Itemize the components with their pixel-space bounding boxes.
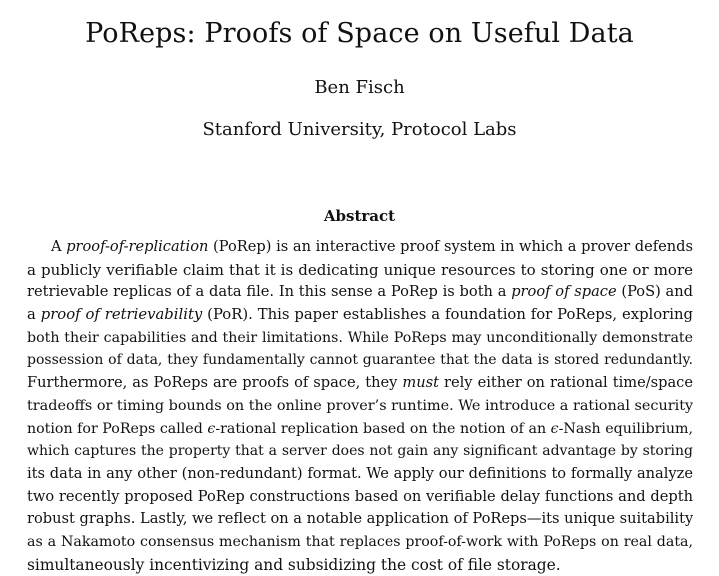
abstract-line xyxy=(27,554,693,576)
abstract-line xyxy=(27,486,693,509)
abstract-text: a publicly verifiable claim that it is dedicating unique resources to storing one or more xyxy=(27,260,693,279)
abstract-text: (PoS) and xyxy=(616,283,693,301)
abstract-text: (PoR). This paper establishes a foundation for PoReps, exploring xyxy=(202,306,693,324)
abstract-line xyxy=(27,349,693,372)
abstract-text: possession of data, they fundamentally cannot guarantee that the data is stored redundantly. xyxy=(27,352,693,369)
abstract-text: robust graphs. Lastly, we reflect on a notable application of PoReps—its unique suitability xyxy=(27,510,693,528)
abstract-body xyxy=(27,236,693,576)
abstract-text: its data in any other (non-redundant) format. We apply our definitions to formally analyze xyxy=(27,464,693,482)
abstract-text: (PoRep) is an interactive proof system in which a prover defends xyxy=(208,238,693,255)
abstract-emphasis: proof of retrievability xyxy=(40,306,203,324)
abstract-text: as a Nakamoto consensus mechanism that replaces proof-of-work with PoReps on real data, xyxy=(27,533,693,550)
abstract-line xyxy=(27,418,693,441)
abstract-line xyxy=(27,463,693,486)
abstract-emphasis: proof of space xyxy=(511,283,617,301)
abstract-text: a xyxy=(27,306,41,324)
abstract-line xyxy=(27,281,693,304)
abstract-emphasis: must xyxy=(402,374,440,392)
author-name: Ben Fisch xyxy=(314,77,405,98)
abstract-text: two recently proposed PoRep constructions based on verifiable delay functions and depth xyxy=(27,487,693,505)
abstract-text: notion for PoReps called xyxy=(27,420,208,437)
author-affiliation: Stanford University, Protocol Labs xyxy=(202,119,517,140)
abstract-line xyxy=(27,236,693,259)
paper-title: PoReps: Proofs of Space on Useful Data xyxy=(85,18,634,49)
abstract-text: rely either on rational time/space xyxy=(439,374,693,392)
abstract-heading: Abstract xyxy=(323,207,396,225)
abstract-line xyxy=(27,440,693,463)
abstract-line xyxy=(27,395,693,418)
abstract-line xyxy=(27,508,693,531)
abstract-text: both their capabilities and their limitations. While PoReps may unconditionally demonstrate xyxy=(27,329,693,346)
abstract-line xyxy=(27,304,693,327)
abstract-text: which captures the property that a server does not gain any significant advantage by storing xyxy=(27,443,693,460)
abstract-text: Furthermore, as PoReps are proofs of space, they xyxy=(27,374,403,392)
abstract-line xyxy=(27,531,693,554)
abstract-emphasis: proof-of-replication xyxy=(66,238,209,255)
abstract-text: A xyxy=(51,238,67,255)
abstract-emphasis: ϵ xyxy=(550,420,559,437)
abstract-emphasis: ϵ xyxy=(207,420,216,437)
abstract-text: -rational replication based on the notion of an xyxy=(215,420,551,437)
abstract-line xyxy=(27,327,693,350)
abstract-text: -Nash equilibrium, xyxy=(558,420,693,437)
abstract-text: retrievable replicas of a data file. In this sense a PoRep is both a xyxy=(27,283,512,301)
abstract-line xyxy=(27,259,693,282)
abstract-line xyxy=(27,372,693,395)
abstract-text: tradeoffs or timing bounds on the online prover’s runtime. We introduce a rational security xyxy=(27,397,693,414)
abstract-text: simultaneously incentivizing and subsidizing the cost of file storage. xyxy=(27,555,561,574)
